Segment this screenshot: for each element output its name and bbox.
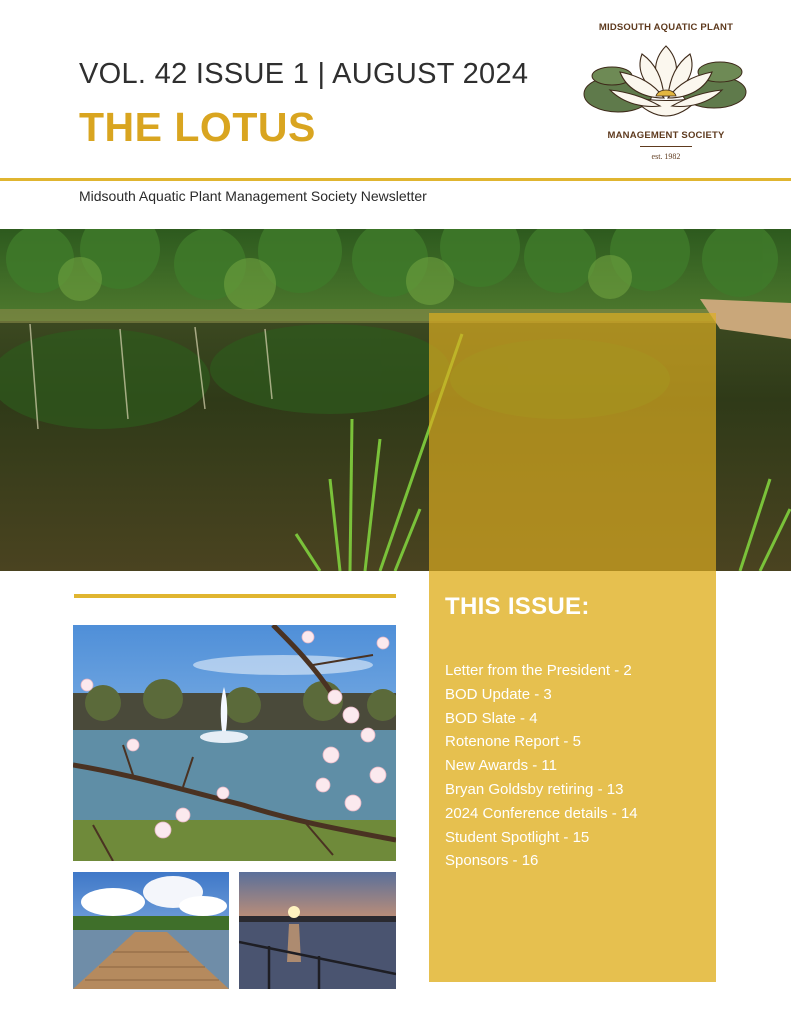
logo-divider [640,146,692,147]
toc-item: Letter from the President - 2 [445,662,632,679]
toc-item: New Awards - 11 [445,757,557,775]
dock-image [73,872,229,989]
logo-bottom-text: MANAGEMENT SOCIETY [607,130,725,141]
gold-overlay-block [429,313,716,571]
dock-photo [73,872,229,989]
newsletter-subtitle: Midsouth Aquatic Plant Management Society Newsletter [79,188,427,204]
toc-item: BOD Update - 3 [445,685,552,703]
section-divider [74,594,396,598]
this-issue-panel [429,571,716,982]
this-issue-heading: THIS ISSUE: [445,593,590,620]
logo-top-text: MIDSOUTH AQUATIC PLANT [598,22,734,33]
toc-item: Sponsors - 16 [445,852,539,870]
blossom-fountain-photo [73,625,396,861]
toc-item: 2024 Conference details - 14 [445,804,638,822]
toc-item: Rotenone Report - 5 [445,733,581,751]
toc-item: Student Spotlight - 15 [445,828,590,846]
table-of-contents [445,659,638,873]
fountain-image [73,625,396,861]
toc-item: BOD Slate - 4 [445,709,538,727]
newsletter-title: THE LOTUS [79,104,316,150]
logo-established: est. 1982 [651,152,681,161]
society-logo [580,18,752,168]
sunset-image [239,872,396,989]
lotus-icon [580,36,752,130]
sunset-photo [239,872,396,989]
issue-line: VOL. 42 ISSUE 1 | AUGUST 2024 [79,58,529,90]
toc-item: Bryan Goldsby retiring - 13 [445,780,624,798]
header-divider [0,178,791,181]
